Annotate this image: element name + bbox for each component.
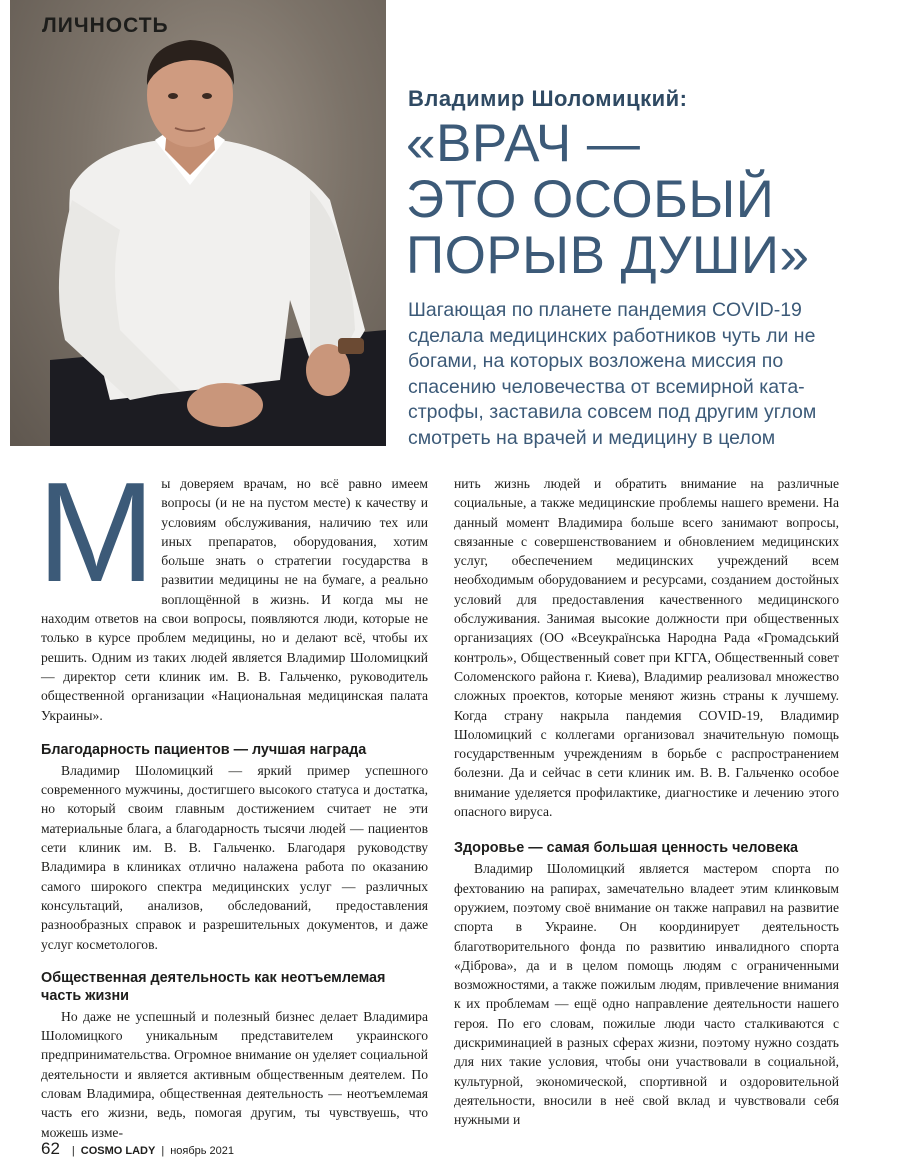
lead-line: Шагающая по планете пандемия COVID-19 <box>408 299 802 321</box>
subheading-social: Общественная деятельность как неотъемлемая часть жизни <box>41 969 386 1004</box>
section-label: ЛИЧНОСТЬ <box>42 14 169 37</box>
footer-separator: | <box>71 1145 75 1157</box>
page-footer <box>41 1139 234 1159</box>
article-column-left <box>37 453 428 1142</box>
interviewee-name: Владимир Шоломицкий: <box>408 86 688 111</box>
lead-paragraph <box>408 298 848 451</box>
paragraph-social: Но даже не успешный и полезный бизнес делает Владимира Шоломицкого уникальным представителем украинского предпринимательства. Огромное внимание он уделяет социальной деятельности и является активным общественным деятелем. По словам Владимира, общественная деятельность — неотъемлемая часть его жизни, ведь, помогая другим, ты чувствуешь, что можешь изме- <box>41 1008 428 1140</box>
quote-line: ЭТО ОСОБЫЙ <box>406 170 775 229</box>
lead-line: богами, на которых возложена миссия по <box>408 350 784 372</box>
subheading-gratitude: Благодарность пациентов — лучшая награда <box>41 741 367 758</box>
lead-line: смотреть на врачей и медицину в целом <box>408 426 776 449</box>
paragraph-health: Владимир Шоломицкий является мастером спорта по фехтованию на рапирах, замечательно владеет этим клинковым оружием, поэтому своё внимание он также направил на развитие спорта в Украине. Он координирует деятельность благотворительного фонда по развитию инвалидного спорта «Діброва», да и в целом помощь людям с ограниченными возможностями, а также пожилым людям, привлечение внимания к их проблемам — ещё одно направление деятельности нашего героя. По его словам, пожилые люди часто сталкиваются с дискриминацией в разных сферах жизни, поэтому нужно создать для них такие условия, чтобы они участвовали в социальной, культурной, экономической, спортивной и оздоровительной деятельности, вносили в неё свой вклад и чувствовали себя нужными и <box>454 861 839 1128</box>
quote-line: ПОРЫВ ДУШИ» <box>406 226 810 285</box>
page-number: 62 <box>41 1139 60 1158</box>
intro-paragraph <box>37 453 428 725</box>
paragraph-gratitude: Владимир Шоломицкий — яркий пример успешного современного мужчины, достигшего высокого статуса и достатка, но который своим главным достижением считает не эти материальные блага, а благодарность тысячи людей — пациентов сети клиник им. В. В. Гальченко. Благодаря руководству Владимира в клиниках отлично налажена работа по оказанию самого широкого спектра медицинских услуг — различных консультаций, анализов, обследований, предоставления разнообразных справок и разрешительных документов, и даже услуг косметологов. <box>41 762 428 952</box>
drop-cap: М <box>37 453 156 612</box>
portrait-photo <box>10 0 386 446</box>
footer-separator: | <box>161 1145 165 1157</box>
lead-line: сделала медицинских работников чуть ли не <box>408 324 816 347</box>
article-column-right <box>454 474 839 1130</box>
lead-line: строфы, заставила совсем под другим углом <box>408 401 817 423</box>
magazine-name: COSMO LADY <box>80 1145 156 1157</box>
issue-date: ноябрь 2021 <box>170 1145 235 1157</box>
quote-line: «ВРАЧ — <box>406 114 641 173</box>
portrait-illustration <box>10 0 386 446</box>
lead-line: спасению человечества от всемирной ката- <box>408 375 805 398</box>
intro-text: ы доверяем врачам, но всё равно имеем вопросы (и не на пустом месте) к качеству и условиям обслуживания, наличию тех или иных препаратов, оборудования, хотим больше знать о стратегии государства в развитии медицины не на бумаге, а реально воплощённой в жизнь. И когда мы не находим ответов на свои вопросы, появляются люди, которые не только в курсе проблем медицины, но и делают всё, чтобы их решить. Одним из таких людей является Владимир Шоломицкий — директор сети клиник им. В. В. Гальченко, руководитель общественной организации «Национальная медицинская палата Украины». <box>41 476 428 723</box>
paragraph-social-cont: нить жизнь людей и обратить внимание на различные социальные, а также медицинские проблемы нашего времени. На данный момент Владимира больше всего занимают вопросы, связанные с совершенствованием и обновлением медицинских услуг, обеспечением медицинских учреждений всем необходимым оборудованием и ресурсами, созданием достойных условий для предоставления качественного медицинского обслуживания. Занимая высокие должности при общественных организациях (ОО «Всеукраїнська Народна Рада «Громадський контроль», Общественный совет при КГГА, Общественный совет Соломенского района г. Киева), Владимир реализовал множество сложных проектов, которые меняют жизнь страны к лучшему. Когда страну накрыла пандемия COVID-19, Владимир Шоломицкий с коллегами организовал значительную помощь государственным учреждениям в борьбе с распространением болезни. Да и сейчас в сети клиник им. В. В. Гальченко особое внимание уделяется профилактике, диагностике и лечению этого опасного вируса. <box>454 476 839 820</box>
subheading-health: Здоровье — самая большая ценность человека <box>454 840 799 857</box>
headline-quote <box>406 116 896 284</box>
